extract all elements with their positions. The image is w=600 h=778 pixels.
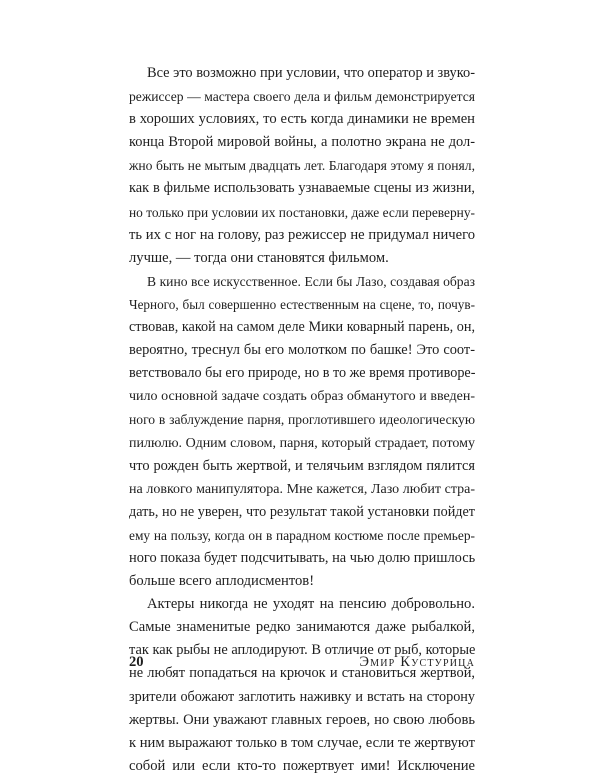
text-line: ть их с ног на голову, раз режиссер не придумал ничего	[129, 226, 475, 243]
text-line: дать, но не уверен, что результат такой установки пойдет	[129, 503, 475, 520]
text-line: Актеры никогда не уходят на пенсию добровольно.	[147, 596, 475, 613]
text-line: к ним выражают только в том случае, если те жертвуют	[129, 734, 475, 751]
text-line: пилюлю. Одним словом, парня, который страдает, потому	[129, 435, 475, 451]
text-line: но только при условии их постановки, даже если переверну-	[129, 204, 475, 220]
text-line: как в фильме использовать узнаваемые сцены из жизни,	[129, 180, 475, 197]
text-line: ного в заблуждение парня, проглотившего идеологическую	[129, 412, 475, 428]
text-line: жертвы. Они уважают главных героев, но свою любовь	[129, 711, 475, 728]
text-line: вероятно, треснул бы его молотком по башке! Это соот-	[129, 342, 475, 359]
text-line: ему на пользу, когда он в парадном костюме после премьер-	[129, 527, 475, 543]
text-line: ветствовало бы его природе, но в то же время противоре-	[129, 365, 476, 382]
text-line: чило основной задаче создать образ обманутого и введен-	[129, 389, 475, 405]
text-line: так как рыбы не аплодируют. В отличие от рыб, которые	[129, 642, 476, 659]
text-line: ствовав, какой на самом деле Мики коварный парень, он,	[129, 319, 475, 336]
text-line: что рожден быть жертвой, и телячьим взглядом пялится	[129, 457, 475, 474]
text-line: больше всего аплодисментов!	[129, 573, 315, 590]
running-head-author: Эмир Кустурица	[359, 654, 475, 670]
text-line: Самые знаменитые редко занимаются даже рыбалкой,	[129, 619, 475, 636]
text-line: конца Второй мировой войны, а полотно экрана не дол-	[129, 134, 475, 151]
text-line: Черного, был совершенно естественным на сцене, то, почув-	[129, 296, 475, 312]
text-line: на ловкого манипулятора. Мне кажется, Лазо любит стра-	[129, 481, 475, 497]
text-line: Все это возможно при условии, что оператор и звуко-	[147, 65, 475, 81]
text-line: жно быть не мытым двадцать лет. Благодаря этому я понял,	[129, 158, 475, 174]
page-number: 20	[129, 654, 144, 670]
text-line: в хороших условиях, то есть когда динамики не времен	[129, 111, 475, 128]
text-line: ного показа будет подсчитывать, на чью долю пришлось	[129, 549, 476, 566]
text-line: зрители обожают заглотить наживку и встать на сторону	[129, 688, 475, 705]
page-footer	[129, 652, 475, 672]
text-line: лучше, — тогда они становятся фильмом.	[129, 249, 389, 266]
text-line: собой или если кто-то пожертвует ими! Исключение	[129, 757, 475, 774]
text-line: не любят попадаться на крючок и становиться жертвой,	[129, 665, 475, 682]
text-line: В кино все искусственное. Если бы Лазо, создавая образ	[147, 273, 475, 289]
text-line: режиссер — мастера своего дела и фильм демонстрируется	[129, 89, 475, 105]
